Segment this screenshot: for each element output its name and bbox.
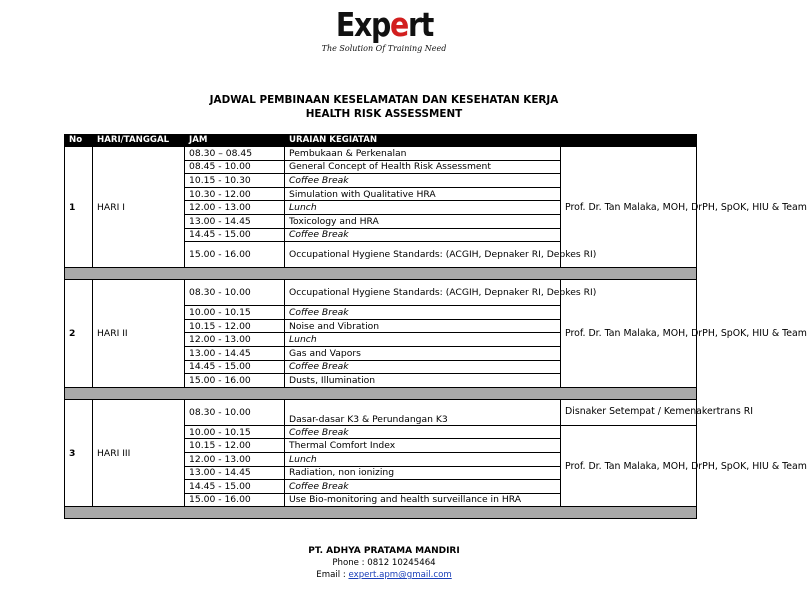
header-jam: JAM: [185, 135, 285, 147]
day-separator: [65, 268, 697, 280]
activity-cell: Coffee Break: [285, 425, 561, 439]
day-label: HARI I: [93, 147, 185, 268]
logo-tagline: The Solution Of Training Need: [321, 44, 447, 53]
time-cell: 08.30 - 10.00: [185, 399, 285, 425]
presenter-cell: Prof. Dr. Tan Malaka, MOH, DrPH, SpOK, HIU & Team: [561, 280, 697, 388]
day-number: 3: [65, 399, 93, 507]
phone-number: Phone : 0812 10245464: [332, 558, 436, 568]
footer: [0, 545, 768, 581]
schedule-table: [64, 134, 807, 519]
activity-cell: Radiation, non ionizing: [285, 466, 561, 480]
time-cell: 08.45 - 10.00: [185, 160, 285, 174]
table-header-row: [65, 135, 697, 147]
document-title: JADWAL PEMBINAAN KESELAMATAN DAN KESEHATAN KERJA: [209, 94, 559, 106]
activity-cell: Dusts, Illumination: [285, 374, 561, 388]
time-cell: 10.15 - 10.30: [185, 174, 285, 188]
activity-cell: Coffee Break: [285, 228, 561, 242]
company-logo: [0, 6, 768, 53]
header-presenter: [561, 135, 697, 147]
time-cell: 13.00 - 14.45: [185, 346, 285, 360]
time-cell: 13.00 - 14.45: [185, 466, 285, 480]
company-name: PT. ADHYA PRATAMA MANDIRI: [308, 546, 460, 556]
time-cell: 14.45 - 15.00: [185, 228, 285, 242]
presenter-cell: Disnaker Setempat / Kemenakertrans RI: [561, 399, 697, 425]
activity-cell: Thermal Comfort Index: [285, 439, 561, 453]
activity-cell: Simulation with Qualitative HRA: [285, 187, 561, 201]
activity-cell: Coffee Break: [285, 306, 561, 320]
time-cell: 10.15 - 12.00: [185, 439, 285, 453]
activity-cell: Coffee Break: [285, 480, 561, 494]
day-separator: [65, 507, 697, 519]
header-hari: HARI/TANGGAL: [93, 135, 185, 147]
activity-cell: Toxicology and HRA: [285, 214, 561, 228]
activity-cell: Lunch: [285, 452, 561, 466]
activity-cell: Occupational Hygiene Standards: (ACGIH, Depnaker RI, Depkes RI): [285, 242, 561, 268]
activity-cell: Dasar-dasar K3 & Perundangan K3: [285, 399, 561, 425]
time-cell: 15.00 - 16.00: [185, 374, 285, 388]
email-link[interactable]: expert.apm@gmail.com: [348, 570, 452, 580]
time-cell: 10.15 - 12.00: [185, 319, 285, 333]
presenter-cell: Prof. Dr. Tan Malaka, MOH, DrPH, SpOK, HIU & Team: [561, 425, 697, 507]
activity-cell: Gas and Vapors: [285, 346, 561, 360]
activity-cell: Noise and Vibration: [285, 319, 561, 333]
email-label: Email :: [316, 570, 346, 580]
day-label: HARI III: [93, 399, 185, 507]
time-cell: 14.45 - 15.00: [185, 360, 285, 374]
header-uraian: URAIAN KEGIATAN: [285, 135, 561, 147]
activity-cell: Lunch: [285, 333, 561, 347]
activity-cell: General Concept of Health Risk Assessment: [285, 160, 561, 174]
table-row: [65, 280, 697, 306]
document-subtitle: HEALTH RISK ASSESSMENT: [305, 108, 463, 120]
email-line: [0, 569, 768, 581]
activity-cell: Pembukaan & Perkenalan: [285, 147, 561, 161]
logo-wordmark: Expert: [335, 5, 433, 44]
time-cell: 12.00 - 13.00: [185, 452, 285, 466]
activity-cell: Coffee Break: [285, 174, 561, 188]
time-cell: 08.30 – 08.45: [185, 147, 285, 161]
time-cell: 15.00 - 16.00: [185, 242, 285, 268]
activity-cell: Occupational Hygiene Standards: (ACGIH, Depnaker RI, Depkes RI): [285, 280, 561, 306]
table-row: [65, 399, 697, 425]
time-cell: 14.45 - 15.00: [185, 480, 285, 494]
time-cell: 12.00 - 13.00: [185, 333, 285, 347]
activity-cell: Coffee Break: [285, 360, 561, 374]
time-cell: 15.00 - 16.00: [185, 493, 285, 507]
time-cell: 12.00 - 13.00: [185, 201, 285, 215]
time-cell: 10.00 - 10.15: [185, 306, 285, 320]
time-cell: 08.30 - 10.00: [185, 280, 285, 306]
day-number: 2: [65, 280, 93, 388]
table-row: [65, 147, 697, 161]
time-cell: 10.00 - 10.15: [185, 425, 285, 439]
activity-cell: Use Bio-monitoring and health surveillance in HRA: [285, 493, 561, 507]
time-cell: 10.30 - 12.00: [185, 187, 285, 201]
day-separator: [65, 387, 697, 399]
presenter-cell: Prof. Dr. Tan Malaka, MOH, DrPH, SpOK, HIU & Team: [561, 147, 697, 268]
header-no: No: [65, 135, 93, 147]
day-number: 1: [65, 147, 93, 268]
activity-cell: Lunch: [285, 201, 561, 215]
day-label: HARI II: [93, 280, 185, 388]
time-cell: 13.00 - 14.45: [185, 214, 285, 228]
